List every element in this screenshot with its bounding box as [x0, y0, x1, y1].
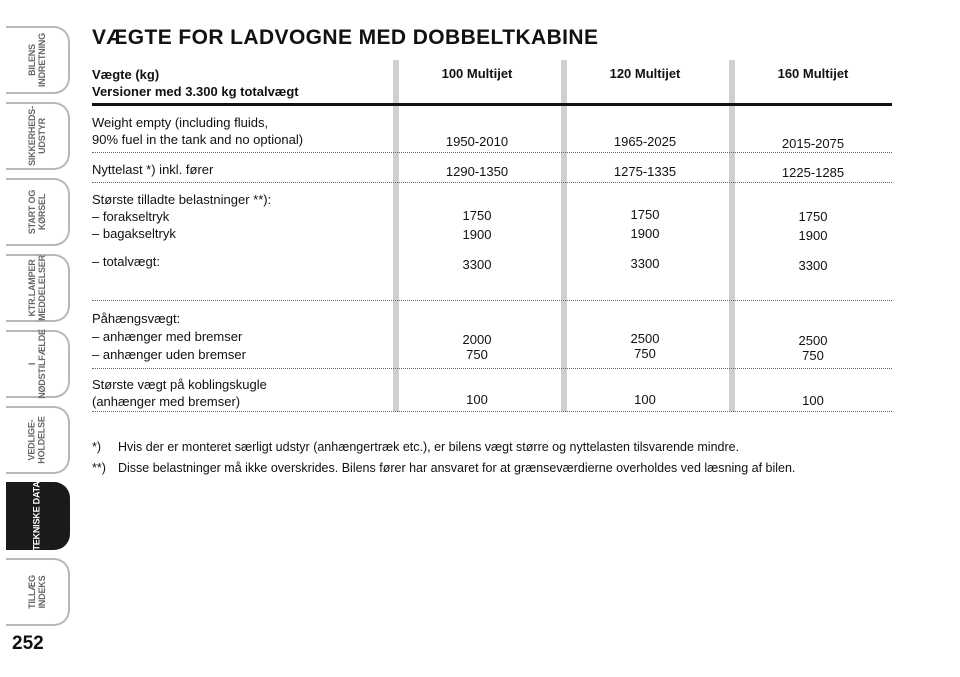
value-braked-120: 2500	[630, 331, 660, 346]
tab-label: INDEKS	[36, 575, 47, 609]
footnote	[92, 458, 795, 479]
row-label-braked: – anhænger med bremser	[92, 329, 243, 344]
tab-vedligeholdelse[interactable]	[6, 406, 70, 474]
chapter-tabs	[0, 0, 78, 677]
column-header-160: 160 Multijet	[777, 66, 849, 81]
header-rule	[92, 103, 892, 106]
value-payload-160: 1225-1285	[781, 165, 845, 180]
value-total-160: 3300	[798, 258, 828, 273]
value-payload-120: 1275-1335	[613, 164, 677, 179]
tab-label: SIKKERHEDS-	[27, 106, 37, 166]
tab-i-nodstilfaelde[interactable]	[6, 330, 70, 398]
value-front-axle-160: 1750	[798, 209, 828, 224]
footnote	[92, 437, 795, 458]
tab-label: INDRETNING	[37, 33, 47, 87]
row-label-front-axle: – forakseltryk	[92, 209, 170, 224]
row-label-payload: Nyttelast *) inkl. fører	[92, 162, 214, 177]
row-divider	[92, 152, 892, 153]
footnote-text: Hvis der er monteret særligt udstyr (anhængertræk etc.), er bilens vægt større og nyttelasten tilsvarende mindre.	[118, 440, 740, 454]
weights-table	[92, 60, 892, 420]
tab-label: KTR.LAMPER	[27, 259, 37, 317]
value-unbraked-160: 750	[802, 348, 824, 363]
tab-tillaeg-indeks[interactable]	[6, 558, 70, 626]
row-label-weight-empty	[92, 114, 303, 148]
row-label-unbraked: – anhænger uden bremser	[92, 347, 246, 362]
table-header-left	[92, 66, 299, 100]
tab-start-og-korsel[interactable]	[6, 178, 70, 246]
tab-label: UDSTYR	[37, 118, 47, 154]
value-braked-160: 2500	[798, 333, 828, 348]
header-version: Versioner med 3.300 kg totalvægt	[92, 84, 299, 99]
value-total-120: 3300	[630, 256, 660, 271]
row-divider	[92, 182, 892, 183]
value-ball-100: 100	[466, 392, 488, 407]
row-label-rear-axle: – bagakseltryk	[92, 226, 176, 241]
row-label-total: – totalvægt:	[92, 254, 160, 269]
tab-ktr-lamper-meddelelser[interactable]	[6, 254, 70, 322]
value-unbraked-120: 750	[634, 346, 656, 361]
tab-sikkerhedsudstyr[interactable]	[6, 102, 70, 170]
footnote-text: Disse belastninger må ikke overskrides. Bilens fører har ansvaret for at grænseværdierne overholdes ved læsning af bilen.	[118, 461, 796, 475]
label-line: Største vægt på koblingskugle	[92, 377, 267, 392]
value-braked-100: 2000	[462, 332, 492, 347]
value-total-100: 3300	[462, 257, 492, 272]
label-line: Weight empty (including fluids,	[92, 115, 269, 130]
value-weight-empty-120: 1965-2025	[613, 134, 677, 149]
row-divider	[92, 368, 892, 369]
tab-label: START OG	[26, 189, 37, 235]
value-rear-axle-160: 1900	[798, 228, 828, 243]
value-ball-160: 100	[802, 393, 824, 408]
row-label-towing: Påhængsvægt:	[92, 311, 181, 326]
tab-label: I	[27, 362, 38, 366]
tab-label: VEDLIGE-	[27, 419, 37, 461]
value-weight-empty-100: 1950-2010	[445, 134, 509, 149]
tab-bilens-indretning[interactable]	[6, 26, 70, 94]
column-header-100: 100 Multijet	[441, 66, 513, 81]
row-divider	[92, 411, 892, 412]
value-front-axle-120: 1750	[630, 207, 660, 222]
label-line: 90% fuel in the tank and no optional)	[92, 132, 304, 147]
value-unbraked-100: 750	[466, 347, 488, 362]
column-divider	[729, 60, 735, 412]
row-divider	[92, 300, 892, 301]
tab-label: NØDSTILFÆLDE	[37, 329, 48, 399]
value-front-axle-100: 1750	[462, 208, 492, 223]
tab-label: TILLÆG	[26, 575, 37, 609]
tab-tekniske-data[interactable]	[6, 482, 70, 550]
value-rear-axle-100: 1900	[462, 227, 492, 242]
tab-label: BILENS	[27, 44, 37, 76]
value-payload-100: 1290-1350	[445, 164, 509, 179]
tab-label: KØRSEL	[36, 193, 47, 231]
tab-label: MEDDELELSER	[37, 255, 47, 321]
value-weight-empty-160: 2015-2075	[781, 136, 845, 151]
footnote-mark: **)	[92, 461, 106, 475]
tab-label: TEKNISKE DATA	[32, 481, 43, 551]
value-rear-axle-120: 1900	[630, 226, 660, 241]
header-units: Vægte (kg)	[92, 67, 160, 82]
column-divider	[561, 60, 567, 412]
page-number: 252	[12, 633, 44, 654]
row-label-coupling-ball	[92, 376, 267, 410]
page-title: VÆGTE FOR LADVOGNE MED DOBBELTKABINE	[92, 26, 599, 49]
tab-label: HOLDELSE	[37, 416, 47, 464]
value-ball-120: 100	[634, 392, 656, 407]
column-divider	[393, 60, 399, 412]
footnotes	[92, 437, 795, 479]
column-header-120: 120 Multijet	[609, 66, 681, 81]
label-line: (anhænger med bremser)	[92, 394, 241, 409]
row-label-max-loads: Største tilladte belastninger **):	[92, 192, 272, 207]
footnote-mark: *)	[92, 440, 102, 454]
